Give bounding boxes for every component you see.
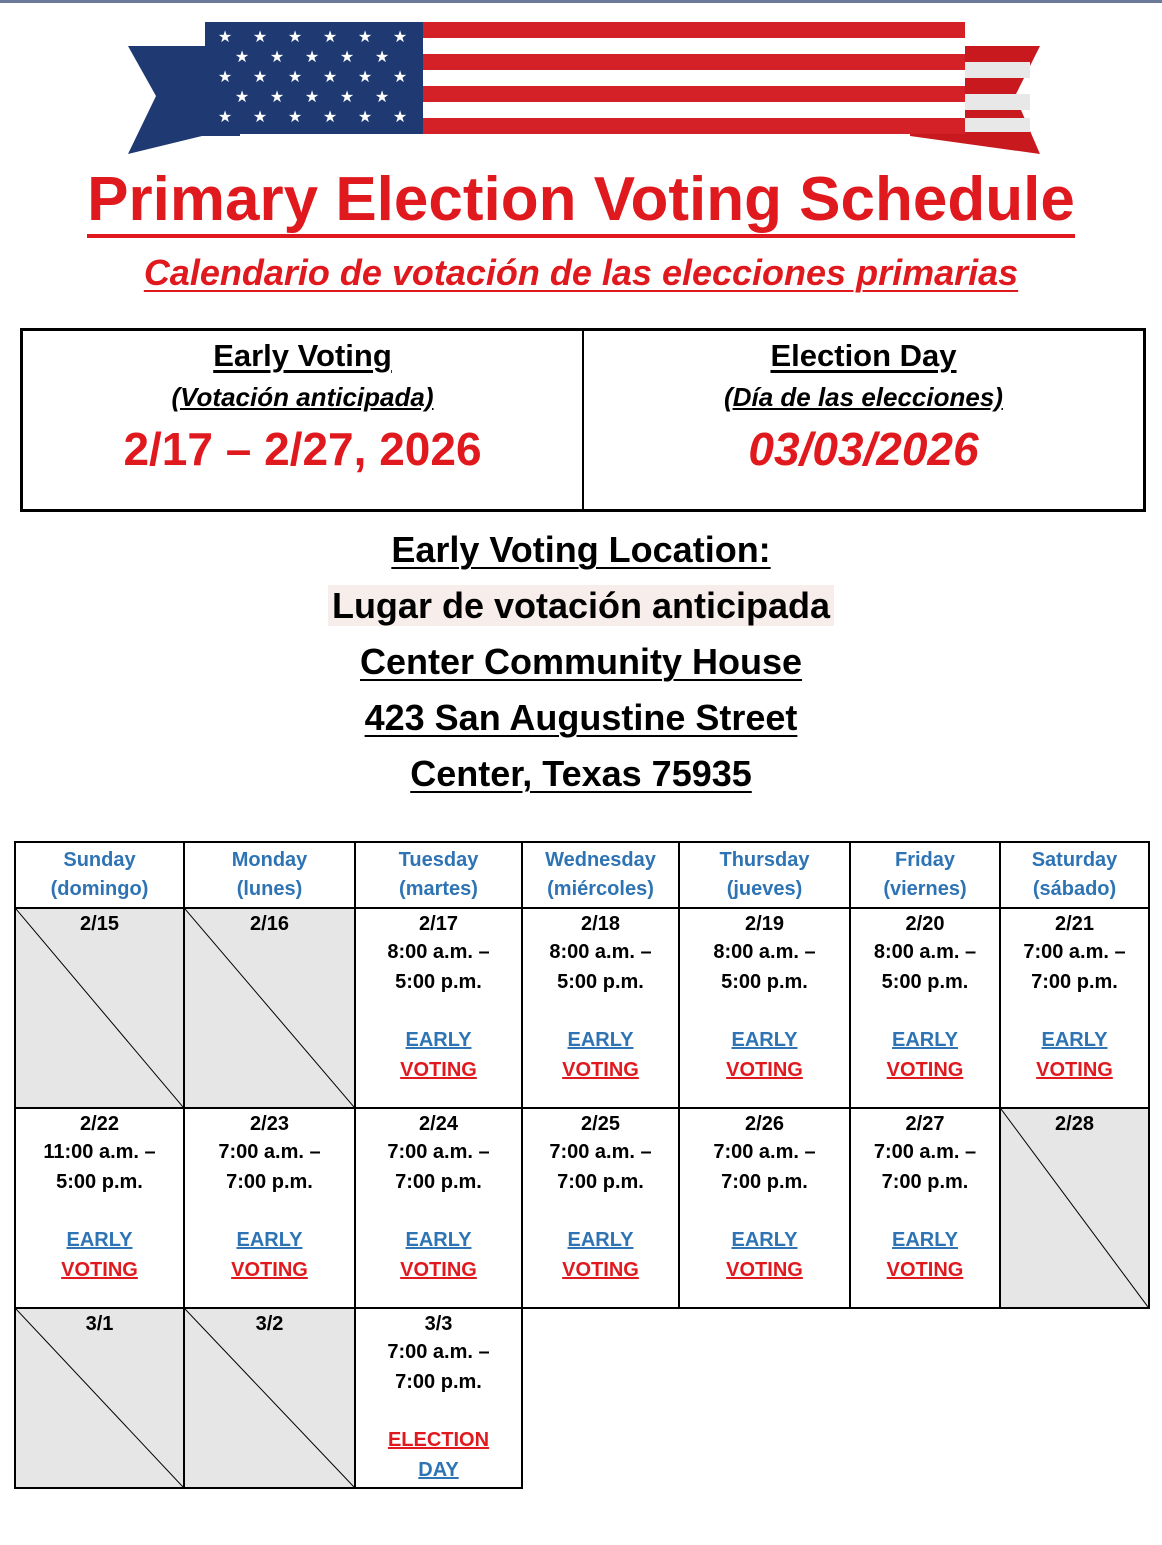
closed-slash-icon <box>1001 1109 1148 1307</box>
election-day-subheading: (Día de las elecciones) <box>724 382 1003 412</box>
hours-end: 7:00 p.m. <box>557 1171 644 1193</box>
svg-text:★: ★ <box>357 67 373 86</box>
day-name-es: (domingo) <box>50 878 149 900</box>
day-date: 2/17 <box>419 913 458 935</box>
day-header-saturday <box>1000 842 1149 908</box>
closed-slash-icon <box>16 909 183 1107</box>
svg-text:★: ★ <box>234 47 250 66</box>
hours-end: 7:00 p.m. <box>226 1171 313 1193</box>
day-name-es: (sábado) <box>1032 878 1117 900</box>
voting-label: VOTING <box>886 1259 964 1281</box>
hours-start: 11:00 a.m. – <box>43 1141 156 1163</box>
hours-start: 7:00 a.m. – <box>1023 941 1126 963</box>
spacer <box>16 1197 183 1225</box>
svg-text:★: ★ <box>322 107 338 126</box>
day-date: 3/2 <box>255 1313 284 1335</box>
day-header-tuesday <box>355 842 522 908</box>
day-header-thursday <box>679 842 850 908</box>
hours-start: 7:00 a.m. – <box>549 1141 652 1163</box>
day-date: 2/20 <box>905 913 945 935</box>
spacer <box>851 1197 999 1225</box>
svg-text:★: ★ <box>322 27 338 46</box>
svg-text:★: ★ <box>392 107 408 126</box>
location-block <box>0 522 1162 802</box>
svg-text:★: ★ <box>304 47 320 66</box>
day-name: Monday <box>231 849 308 871</box>
calendar-day-cell <box>15 1108 184 1308</box>
spacer <box>185 1197 354 1225</box>
spacer <box>356 997 521 1025</box>
calendar-day-cell <box>184 1108 355 1308</box>
calendar-day-cell <box>1000 1108 1149 1308</box>
voting-label: VOTING <box>562 1259 639 1281</box>
early-voting-summary <box>23 331 582 509</box>
voting-label: VOTING <box>400 1259 477 1281</box>
day-date: 2/23 <box>250 1113 289 1135</box>
svg-text:★: ★ <box>234 87 250 106</box>
hours-end: 7:00 p.m. <box>395 1371 482 1393</box>
day-name-es: (jueves) <box>726 878 803 900</box>
calendar-day-cell <box>184 908 355 1108</box>
location-street: 423 San Augustine Street <box>364 697 798 738</box>
early-label: EARLY <box>405 1029 472 1051</box>
closed-slash-icon <box>185 909 354 1107</box>
calendar-day-cell <box>850 908 1000 1108</box>
svg-text:★: ★ <box>392 67 408 86</box>
day-label: DAY <box>418 1459 459 1481</box>
voting-label: VOTING <box>1036 1059 1113 1081</box>
early-label: EARLY <box>405 1229 472 1251</box>
svg-text:★: ★ <box>217 67 233 86</box>
location-name: Center Community House <box>359 641 803 682</box>
day-date: 2/27 <box>905 1113 945 1135</box>
day-name-es: (viernes) <box>883 878 967 900</box>
election-day-date: 03/03/2026 <box>748 423 979 475</box>
day-date: 2/21 <box>1055 913 1094 935</box>
spacer <box>851 997 999 1025</box>
day-date: 2/18 <box>581 913 620 935</box>
hours-start: 8:00 a.m. – <box>713 941 816 963</box>
voting-label: VOTING <box>562 1059 639 1081</box>
svg-text:★: ★ <box>322 67 338 86</box>
election-day-summary <box>582 331 1143 509</box>
calendar-day-cell <box>15 908 184 1108</box>
svg-text:★: ★ <box>357 27 373 46</box>
svg-text:★: ★ <box>287 107 303 126</box>
hours-end: 5:00 p.m. <box>395 971 482 993</box>
calendar-day-cell <box>15 1308 184 1488</box>
early-label: EARLY <box>731 1229 798 1251</box>
early-label: EARLY <box>1041 1029 1108 1051</box>
early-voting-dates: 2/17 – 2/27, 2026 <box>123 423 482 475</box>
day-date: 2/26 <box>745 1113 784 1135</box>
spacer <box>356 1397 521 1425</box>
voting-label: VOTING <box>726 1259 803 1281</box>
day-date: 2/15 <box>80 913 119 935</box>
svg-text:★: ★ <box>252 27 268 46</box>
spacer <box>523 997 678 1025</box>
svg-text:★: ★ <box>252 107 268 126</box>
location-city: Center, Texas 75935 <box>410 753 752 794</box>
hours-start: 7:00 a.m. – <box>218 1141 321 1163</box>
hours-start: 7:00 a.m. – <box>387 1341 490 1363</box>
svg-text:★: ★ <box>217 27 233 46</box>
early-label: EARLY <box>567 1029 634 1051</box>
hours-start: 7:00 a.m. – <box>873 1141 977 1163</box>
location-label-es: Lugar de votación anticipada <box>0 578 1162 634</box>
calendar-day-cell <box>679 908 850 1108</box>
day-name-es: (miércoles) <box>547 878 654 900</box>
day-name-es: (martes) <box>399 878 478 900</box>
day-date: 2/25 <box>581 1113 620 1135</box>
svg-text:★: ★ <box>252 67 268 86</box>
day-name: Saturday <box>1031 849 1118 871</box>
location-label: Early Voting Location: <box>391 529 771 570</box>
svg-text:★: ★ <box>217 107 233 126</box>
day-date: 3/3 <box>424 1313 453 1335</box>
day-name-es: (lunes) <box>236 878 303 900</box>
svg-text:★: ★ <box>357 107 373 126</box>
day-name: Tuesday <box>398 849 479 871</box>
day-date: 2/19 <box>745 913 784 935</box>
day-header-monday <box>184 842 355 908</box>
calendar-day-cell <box>850 1108 1000 1308</box>
hours-end: 7:00 p.m. <box>721 1171 808 1193</box>
early-label: EARLY <box>731 1029 798 1051</box>
day-date: 2/16 <box>250 913 289 935</box>
svg-text:★: ★ <box>339 47 355 66</box>
hours-end: 5:00 p.m. <box>557 971 644 993</box>
day-date: 2/28 <box>1055 1113 1094 1135</box>
top-rule <box>0 0 1162 3</box>
voting-label: VOTING <box>726 1059 803 1081</box>
calendar-day-cell <box>522 908 679 1108</box>
early-label: EARLY <box>66 1229 133 1251</box>
early-label: EARLY <box>892 1029 958 1051</box>
early-label: EARLY <box>892 1229 958 1251</box>
page-title: Primary Election Voting Schedule <box>0 162 1162 238</box>
calendar-day-cell <box>1000 908 1149 1108</box>
voting-label: VOTING <box>886 1059 964 1081</box>
calendar-day-cell <box>355 1108 522 1308</box>
hours-start: 7:00 a.m. – <box>713 1141 816 1163</box>
day-name: Thursday <box>719 849 810 871</box>
svg-text:★: ★ <box>269 47 285 66</box>
spacer <box>1001 997 1148 1025</box>
early-label: EARLY <box>236 1229 303 1251</box>
svg-text:★: ★ <box>339 87 355 106</box>
svg-text:★: ★ <box>374 47 390 66</box>
spacer <box>523 1197 678 1225</box>
day-name: Wednesday <box>545 849 656 871</box>
calendar-day-cell <box>355 908 522 1108</box>
election-label: ELECTION <box>387 1429 490 1451</box>
svg-text:★: ★ <box>304 87 320 106</box>
day-date: 2/24 <box>419 1113 458 1135</box>
early-label: EARLY <box>567 1229 634 1251</box>
day-name: Friday <box>894 849 956 871</box>
calendar-day-cell <box>679 1108 850 1308</box>
calendar-day-cell <box>355 1308 522 1488</box>
day-header-friday <box>850 842 1000 908</box>
svg-text:★: ★ <box>287 67 303 86</box>
hours-start: 7:00 a.m. – <box>387 1141 490 1163</box>
summary-box <box>20 328 1146 512</box>
voting-calendar <box>14 841 1150 1489</box>
flag-banner-icon <box>120 18 1050 158</box>
voting-label: VOTING <box>400 1059 477 1081</box>
calendar-day-cell <box>184 1308 355 1488</box>
page-subtitle: Calendario de votación de las elecciones primarias <box>143 252 1019 293</box>
svg-text:★: ★ <box>287 27 303 46</box>
hours-end: 7:00 p.m. <box>395 1171 482 1193</box>
svg-text:★: ★ <box>269 87 285 106</box>
hours-start: 8:00 a.m. – <box>873 941 977 963</box>
spacer <box>680 1197 849 1225</box>
svg-text:★: ★ <box>374 87 390 106</box>
svg-text:★: ★ <box>392 27 408 46</box>
early-voting-heading: Early Voting <box>213 338 392 373</box>
voting-label: VOTING <box>231 1259 308 1281</box>
hours-end: 5:00 p.m. <box>881 971 969 993</box>
day-name: Sunday <box>63 849 136 871</box>
hours-end: 5:00 p.m. <box>721 971 808 993</box>
voting-label: VOTING <box>61 1259 138 1281</box>
day-date: 3/1 <box>85 1313 114 1335</box>
hours-end: 7:00 p.m. <box>1031 971 1118 993</box>
spacer <box>680 997 849 1025</box>
day-header-wednesday <box>522 842 679 908</box>
hours-start: 8:00 a.m. – <box>549 941 652 963</box>
hours-end: 5:00 p.m. <box>56 1171 143 1193</box>
hours-end: 7:00 p.m. <box>881 1171 969 1193</box>
day-header-sunday <box>15 842 184 908</box>
hours-start: 8:00 a.m. – <box>387 941 490 963</box>
spacer <box>356 1197 521 1225</box>
early-voting-subheading: (Votación anticipada) <box>171 382 434 412</box>
calendar-day-cell <box>522 1108 679 1308</box>
election-day-heading: Election Day <box>770 338 957 373</box>
day-date: 2/22 <box>80 1113 119 1135</box>
